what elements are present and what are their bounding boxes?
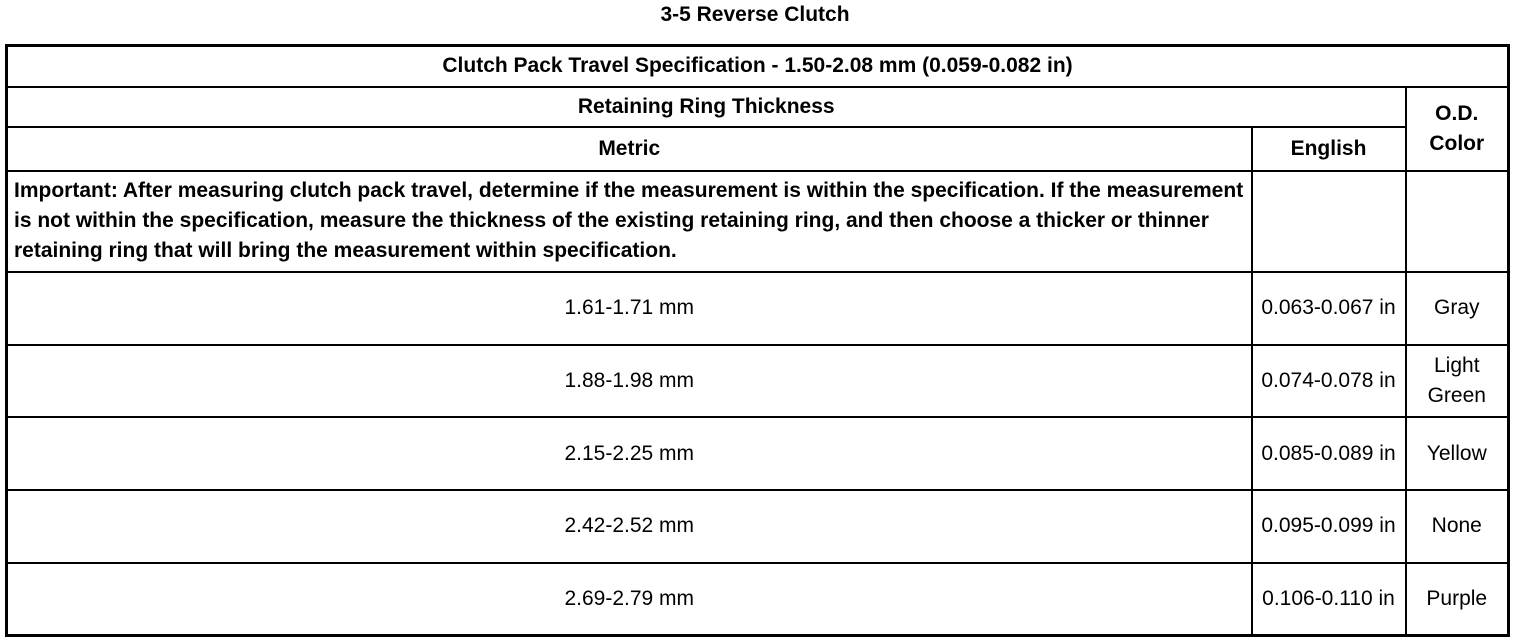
page-title: 3-5 Reverse Clutch	[660, 3, 850, 26]
retaining-ring-table	[5, 44, 1510, 637]
table-row	[7, 417, 1509, 490]
color-cell: Purple	[1406, 563, 1509, 636]
note-row	[7, 171, 1509, 272]
english-cell: 0.106-0.110 in	[1252, 563, 1406, 636]
color-column-header: O.D. Color	[1406, 87, 1509, 171]
english-cell: 0.085-0.089 in	[1252, 417, 1406, 490]
note-empty-cell	[1406, 171, 1509, 272]
column-header-row	[7, 127, 1509, 170]
english-column-header: English	[1252, 127, 1406, 170]
color-cell: Light Green	[1406, 345, 1509, 418]
metric-cell: 1.88-1.98 mm	[7, 345, 1252, 418]
english-cell: 0.095-0.099 in	[1252, 490, 1406, 563]
english-cell: 0.063-0.067 in	[1252, 272, 1406, 345]
metric-cell: 1.61-1.71 mm	[7, 272, 1252, 345]
metric-cell: 2.42-2.52 mm	[7, 490, 1252, 563]
metric-cell: 2.69-2.79 mm	[7, 563, 1252, 636]
color-cell: Gray	[1406, 272, 1509, 345]
spec-header-row	[7, 46, 1509, 87]
group-header: Retaining Ring Thickness	[7, 87, 1406, 127]
important-note: Important: After measuring clutch pack travel, determine if the measurement is within the specification. If the measurement is not within the specification, measure the thickness of the existing retaining ring, and then choose a thicker or thinner retaining ring that will bring the measurement within specification.	[7, 171, 1252, 272]
color-cell: None	[1406, 490, 1509, 563]
table-row	[7, 345, 1509, 418]
english-cell: 0.074-0.078 in	[1252, 345, 1406, 418]
color-cell: Yellow	[1406, 417, 1509, 490]
table-row	[7, 490, 1509, 563]
group-header-row	[7, 87, 1509, 127]
table-row	[7, 563, 1509, 636]
spec-header: Clutch Pack Travel Specification - 1.50-2.08 mm (0.059-0.082 in)	[7, 46, 1509, 87]
metric-cell: 2.15-2.25 mm	[7, 417, 1252, 490]
table-row	[7, 272, 1509, 345]
note-empty-cell	[1252, 171, 1406, 272]
metric-column-header: Metric	[7, 127, 1252, 170]
